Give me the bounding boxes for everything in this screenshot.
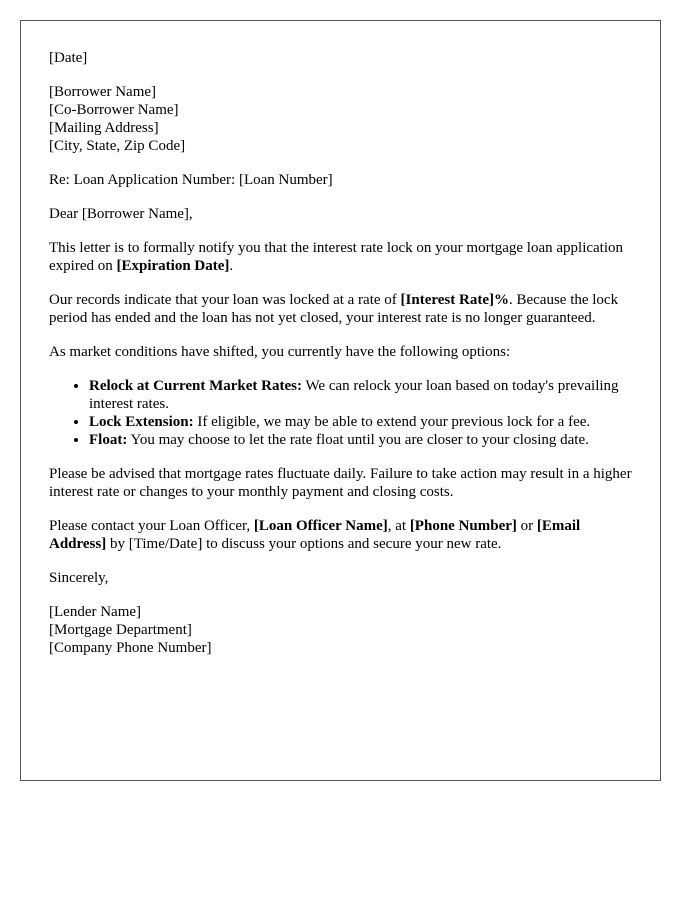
borrower-name: [Borrower Name] (49, 84, 157, 100)
city-state-zip: [City, State, Zip Code] (49, 138, 186, 154)
interest-rate: [Interest Rate]% (400, 292, 509, 308)
date: [Date] (49, 50, 88, 66)
text: , at (387, 518, 410, 534)
paragraph-contact (49, 517, 632, 553)
text: Our records indicate that your loan was locked at a rate of (49, 292, 401, 308)
option-text: If eligible, we may be able to extend your previous lock for a fee. (193, 414, 591, 430)
option-text: We can relock your loan based on today's prevailing interest rates. (89, 378, 619, 412)
option-text: You may choose to let the rate float until you are closer to your closing date. (127, 432, 589, 448)
letter-page (20, 20, 661, 781)
text: . Because the lock period has ended and the loan has not yet closed, your interest rate is no longer guaranteed. (49, 292, 619, 326)
company-phone: [Company Phone Number] (49, 640, 212, 656)
text: This letter is to formally notify you that the interest rate lock on your mortgage loan application expired on (49, 240, 624, 274)
expiration-date: [Expiration Date] (116, 258, 230, 274)
list-item (89, 413, 632, 431)
paragraph-rate (49, 291, 632, 327)
options-list (49, 377, 632, 449)
phone-number: [Phone Number] (409, 518, 517, 534)
loan-officer-name: [Loan Officer Name] (253, 518, 388, 534)
text: Please contact your Loan Officer, (49, 518, 254, 534)
text: or (516, 518, 537, 534)
re-line: Re: Loan Application Number: [Loan Number] (49, 172, 333, 188)
salutation: Dear [Borrower Name], (49, 206, 193, 222)
department: [Mortgage Department] (49, 622, 192, 638)
text: . (229, 258, 234, 274)
list-item (89, 431, 632, 449)
mailing-address: [Mailing Address] (49, 120, 159, 136)
option-label: Float: (89, 432, 128, 448)
option-label: Relock at Current Market Rates: (89, 378, 302, 394)
co-borrower-name: [Co-Borrower Name] (49, 102, 179, 118)
lender-name: [Lender Name] (49, 604, 142, 620)
signature-block (49, 603, 632, 657)
list-item (89, 377, 632, 413)
paragraph-options-intro: As market conditions have shifted, you currently have the following options: (49, 344, 511, 360)
email-address: [Email Address] (49, 518, 581, 552)
text: by [Time/Date] to discuss your options and secure your new rate. (106, 536, 502, 552)
paragraph-notice (49, 239, 632, 275)
recipient-block (49, 83, 632, 155)
option-label: Lock Extension: (89, 414, 194, 430)
paragraph-advisory: Please be advised that mortgage rates fluctuate daily. Failure to take action may result in a higher interest rate or changes to your monthly payment and closing costs. (49, 466, 632, 500)
closing: Sincerely, (49, 570, 109, 586)
